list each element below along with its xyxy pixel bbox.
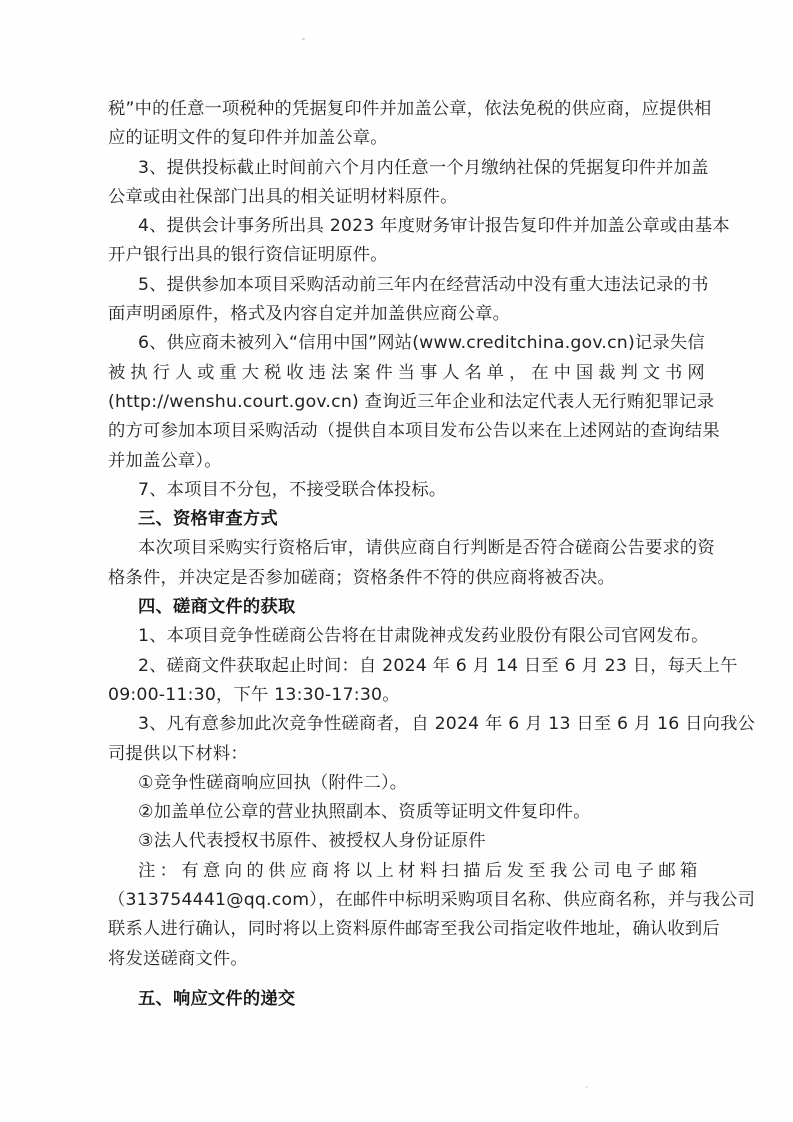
document-line: 1、本项目竞争性磋商公告将在甘肃陇神戎发药业股份有限公司官网发布。 — [138, 626, 709, 647]
document-line: 联系人进行确认，同时将以上资料原件邮寄至我公司指定收件地址，确认收到后 — [108, 919, 720, 940]
scan-speck — [585, 1086, 588, 1088]
document-line: 公章或由社保部门出具的相关证明材料原件。 — [108, 186, 458, 207]
document-line: 并加盖公章）。 — [108, 450, 222, 471]
document-line: ②加盖单位公章的营业执照副本、资质等证明文件复印件。 — [138, 802, 591, 823]
document-line: 司提供以下材料： — [108, 743, 248, 764]
document-line: 开户银行出具的银行资信证明原件。 — [108, 245, 388, 266]
section-heading: 三、资格审查方式 — [138, 509, 278, 530]
scan-speck — [302, 38, 305, 40]
document-line: 5、提供参加本项目采购活动前三年内在经营活动中没有重大违法记录的书 — [138, 274, 709, 295]
document-line: 格条件，并决定是否参加磋商；资格条件不符的供应商将被否决。 — [108, 567, 615, 588]
document-line: ③法人代表授权书原件、被授权人身份证原件 — [138, 831, 486, 852]
section-heading: 四、磋商文件的获取 — [138, 597, 296, 618]
document-line: 注：有意向的供应商将以上材料扫描后发至我公司电子邮箱 — [138, 860, 702, 881]
document-line: ①竞争性磋商响应回执（附件二）。 — [138, 772, 408, 793]
document-line: 税”中的任意一项税种的凭据复印件并加盖公章，依法免税的供应商，应提供相 — [108, 99, 712, 119]
document-line: 将发送磋商文件。 — [108, 948, 248, 969]
document-line: 面声明函原件，格式及内容自定并加盖供应商公章。 — [108, 304, 511, 325]
document-line: 的方可参加本项目采购活动（提供自本项目发布公告以来在上述网站的查询结果 — [108, 421, 720, 442]
document-line: 2、磋商文件获取起止时间：自 2024 年 6 月 14 日至 6 月 23 日，每天上午 — [138, 655, 738, 676]
document-line: 09:00-11:30，下午 13:30-17:30。 — [108, 684, 400, 705]
document-body — [108, 95, 756, 1014]
document-line: 3、提供投标截止时间前六个月内任意一个月缴纳社保的凭据复印件并加盖 — [138, 157, 709, 178]
document-line: 被执行人或重大税收违法案件当事人名单，在中国裁判文书网 — [108, 362, 710, 383]
document-line: 7、本项目不分包，不接受联合体投标。 — [138, 479, 447, 500]
document-line: （313754441@qq.com），在邮件中标明采购项目名称、供应商名称，并与我公司 — [108, 890, 756, 911]
document-line: 4、提供会计事务所出具 2023 年度财务审计报告复印件并加盖公章或由基本 — [138, 216, 730, 237]
document-line: (http://wenshu.court.gov.cn) 查询近三年企业和法定代表人无行贿犯罪记录 — [108, 391, 715, 412]
document-line: 本次项目采购实行资格后审，请供应商自行判断是否符合磋商公告要求的资 — [138, 538, 715, 559]
section-heading: 五、响应文件的递交 — [138, 988, 296, 1009]
document-line: 应的证明文件的复印件并加盖公章。 — [108, 128, 388, 149]
document-line: 6、供应商未被列入“信用中国”网站(www.creditchina.gov.cn)记录失信 — [138, 333, 705, 354]
document-line: 3、凡有意参加此次竞争性磋商者，自 2024 年 6 月 13 日至 6 月 16 日向我公 — [138, 714, 756, 735]
